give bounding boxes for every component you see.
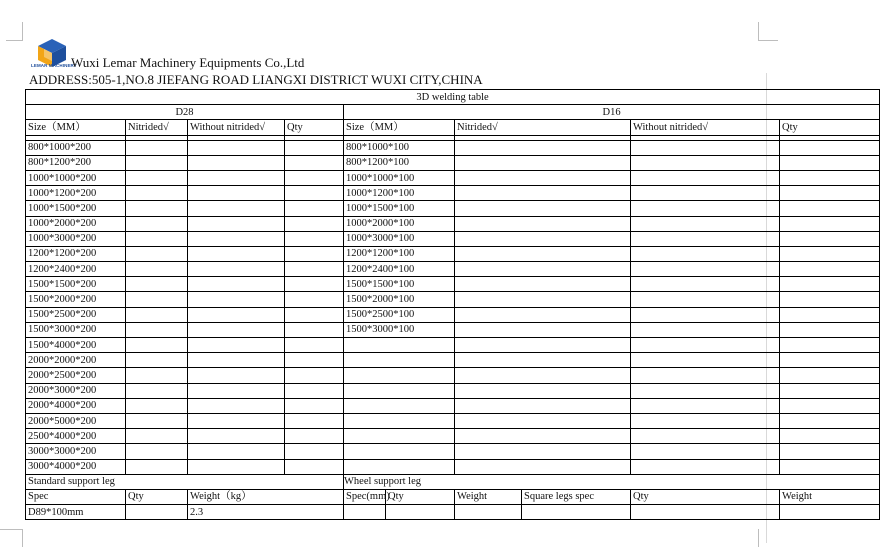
d16-nitrided-cell	[455, 262, 631, 277]
company-name: Wuxi Lemar Machinery Equipments Co.,Ltd	[71, 55, 305, 70]
table-row	[26, 413, 880, 428]
d16-without-nitrided-cell	[631, 216, 780, 231]
d28-nitrided-cell	[126, 413, 188, 428]
d28-nitrided-cell	[126, 216, 188, 231]
d28-qty-cell	[285, 140, 344, 155]
d28-size-cell: 2000*3000*200	[26, 383, 126, 398]
d16-without-nitrided-cell	[631, 398, 780, 413]
d28-nitrided-cell	[126, 368, 188, 383]
d28-qty-cell	[285, 338, 344, 353]
d16-nitrided-cell	[455, 368, 631, 383]
support-col-qty2: Qty	[386, 489, 455, 504]
d16-qty-cell	[780, 292, 880, 307]
d28-nitrided-cell	[126, 231, 188, 246]
d28-without-nitrided-cell	[188, 398, 285, 413]
table-row	[26, 444, 880, 459]
d28-without-nitrided-cell	[188, 216, 285, 231]
d28-nitrided-cell	[126, 429, 188, 444]
logo-text: LEMAR MACHINERY	[31, 63, 77, 68]
d16-qty-cell	[780, 307, 880, 322]
support-row-weight2	[455, 505, 522, 520]
table-row	[26, 155, 880, 170]
d16-qty-cell	[780, 459, 880, 474]
d16-size-cell	[344, 338, 455, 353]
support-col-spec-mm: Spec(mm)	[344, 489, 386, 504]
d28-without-nitrided-cell	[188, 307, 285, 322]
d28-size-cell: 3000*4000*200	[26, 459, 126, 474]
d16-nitrided-cell	[455, 186, 631, 201]
d28-nitrided-cell	[126, 307, 188, 322]
d28-size-cell: 800*1000*200	[26, 140, 126, 155]
d16-qty-cell	[780, 353, 880, 368]
support-row-qty	[126, 505, 188, 520]
d28-without-nitrided-cell	[188, 246, 285, 261]
d28-qty-cell	[285, 429, 344, 444]
d16-size-cell	[344, 413, 455, 428]
d16-nitrided-cell	[455, 140, 631, 155]
d16-without-nitrided-cell	[631, 307, 780, 322]
d28-qty-cell	[285, 216, 344, 231]
d28-size-cell: 2500*4000*200	[26, 429, 126, 444]
support-row-square-spec	[522, 505, 631, 520]
table-row	[26, 170, 880, 185]
d16-col-nitrided: Nitrided√	[455, 120, 631, 135]
d28-size-cell: 1000*3000*200	[26, 231, 126, 246]
d16-qty-cell	[780, 155, 880, 170]
d16-without-nitrided-cell	[631, 186, 780, 201]
d16-size-cell: 1500*1500*100	[344, 277, 455, 292]
support-col-qty: Qty	[126, 489, 188, 504]
d28-nitrided-cell	[126, 338, 188, 353]
d28-qty-cell	[285, 413, 344, 428]
table-row	[26, 338, 880, 353]
d28-without-nitrided-cell	[188, 277, 285, 292]
table-title: 3D welding table	[26, 90, 880, 105]
d16-nitrided-cell	[455, 216, 631, 231]
d28-without-nitrided-cell	[188, 368, 285, 383]
d28-without-nitrided-cell	[188, 322, 285, 337]
d28-qty-cell	[285, 322, 344, 337]
d16-without-nitrided-cell	[631, 170, 780, 185]
d28-qty-cell	[285, 246, 344, 261]
standard-support-leg-label: Standard support leg	[26, 474, 344, 489]
table-row	[26, 383, 880, 398]
d16-without-nitrided-cell	[631, 429, 780, 444]
d16-size-cell: 800*1000*100	[344, 140, 455, 155]
d28-qty-cell	[285, 186, 344, 201]
d28-size-cell: 1500*2000*200	[26, 292, 126, 307]
d16-without-nitrided-cell	[631, 413, 780, 428]
table-row	[26, 353, 880, 368]
d28-nitrided-cell	[126, 246, 188, 261]
d16-size-cell	[344, 353, 455, 368]
d28-col-without-nitrided: Without nitrided√	[188, 120, 285, 135]
d16-without-nitrided-cell	[631, 338, 780, 353]
support-row-qty2	[386, 505, 455, 520]
d16-size-cell	[344, 398, 455, 413]
d28-qty-cell	[285, 383, 344, 398]
d16-size-cell: 1500*2500*100	[344, 307, 455, 322]
d28-nitrided-cell	[126, 353, 188, 368]
wheel-support-leg-label: Wheel support leg	[344, 474, 880, 489]
d28-qty-cell	[285, 170, 344, 185]
d28-qty-cell	[285, 398, 344, 413]
d28-without-nitrided-cell	[188, 170, 285, 185]
d28-qty-cell	[285, 292, 344, 307]
crop-mark	[758, 529, 759, 547]
d28-nitrided-cell	[126, 186, 188, 201]
d16-size-cell: 1200*2400*100	[344, 262, 455, 277]
d16-size-cell	[344, 368, 455, 383]
table-row	[26, 201, 880, 216]
table-row	[26, 140, 880, 155]
d16-section-label: D16	[344, 105, 880, 120]
d28-without-nitrided-cell	[188, 338, 285, 353]
support-col-qty3: Qty	[631, 489, 780, 504]
d16-size-cell: 1500*3000*100	[344, 322, 455, 337]
d16-nitrided-cell	[455, 155, 631, 170]
d28-size-cell: 1500*4000*200	[26, 338, 126, 353]
d16-qty-cell	[780, 368, 880, 383]
d28-without-nitrided-cell	[188, 429, 285, 444]
d28-without-nitrided-cell	[188, 186, 285, 201]
d28-size-cell: 3000*3000*200	[26, 444, 126, 459]
d28-size-cell: 1000*1500*200	[26, 201, 126, 216]
d16-nitrided-cell	[455, 201, 631, 216]
d16-qty-cell	[780, 231, 880, 246]
crop-mark	[22, 529, 23, 547]
d28-nitrided-cell	[126, 398, 188, 413]
d28-qty-cell	[285, 277, 344, 292]
d16-size-cell: 1000*3000*100	[344, 231, 455, 246]
table-row	[26, 307, 880, 322]
table-row	[26, 459, 880, 474]
d16-without-nitrided-cell	[631, 140, 780, 155]
d28-size-cell: 1000*1000*200	[26, 170, 126, 185]
d16-nitrided-cell	[455, 170, 631, 185]
d16-nitrided-cell	[455, 444, 631, 459]
d16-without-nitrided-cell	[631, 246, 780, 261]
crop-mark	[22, 22, 23, 40]
d16-qty-cell	[780, 216, 880, 231]
d16-nitrided-cell	[455, 307, 631, 322]
d16-without-nitrided-cell	[631, 353, 780, 368]
d28-qty-cell	[285, 231, 344, 246]
d28-nitrided-cell	[126, 262, 188, 277]
d16-qty-cell	[780, 383, 880, 398]
welding-table	[25, 89, 880, 520]
d28-qty-cell	[285, 353, 344, 368]
d16-size-cell: 1200*1200*100	[344, 246, 455, 261]
d16-nitrided-cell	[455, 231, 631, 246]
d16-size-cell: 1000*1200*100	[344, 186, 455, 201]
d28-size-cell: 1500*3000*200	[26, 322, 126, 337]
d16-size-cell: 1000*1500*100	[344, 201, 455, 216]
d28-size-cell: 2000*5000*200	[26, 413, 126, 428]
d28-size-cell: 2000*4000*200	[26, 398, 126, 413]
d16-size-cell: 1500*2000*100	[344, 292, 455, 307]
d16-without-nitrided-cell	[631, 201, 780, 216]
crop-mark	[6, 40, 23, 41]
d28-size-cell: 1200*1200*200	[26, 246, 126, 261]
d28-nitrided-cell	[126, 155, 188, 170]
d16-qty-cell	[780, 398, 880, 413]
d16-without-nitrided-cell	[631, 277, 780, 292]
d28-nitrided-cell	[126, 459, 188, 474]
d28-col-size: Size（MM）	[26, 120, 126, 135]
d28-without-nitrided-cell	[188, 262, 285, 277]
support-row-spec: D89*100mm	[26, 505, 126, 520]
d28-without-nitrided-cell	[188, 140, 285, 155]
d16-without-nitrided-cell	[631, 292, 780, 307]
d28-without-nitrided-cell	[188, 201, 285, 216]
d16-nitrided-cell	[455, 277, 631, 292]
d28-col-nitrided: Nitrided√	[126, 120, 188, 135]
d28-nitrided-cell	[126, 292, 188, 307]
table-row	[26, 277, 880, 292]
d16-without-nitrided-cell	[631, 459, 780, 474]
d16-col-without-nitrided: Without nitrided√	[631, 120, 780, 135]
d28-qty-cell	[285, 201, 344, 216]
d28-size-cell: 1500*1500*200	[26, 277, 126, 292]
d28-size-cell: 2000*2500*200	[26, 368, 126, 383]
d16-size-cell	[344, 383, 455, 398]
d16-qty-cell	[780, 444, 880, 459]
d16-without-nitrided-cell	[631, 262, 780, 277]
table-row	[26, 398, 880, 413]
d28-qty-cell	[285, 307, 344, 322]
d28-without-nitrided-cell	[188, 413, 285, 428]
d16-without-nitrided-cell	[631, 155, 780, 170]
d16-qty-cell	[780, 246, 880, 261]
d28-nitrided-cell	[126, 322, 188, 337]
d28-qty-cell	[285, 155, 344, 170]
table-row	[26, 368, 880, 383]
support-col-weight: Weight	[455, 489, 522, 504]
d16-nitrided-cell	[455, 383, 631, 398]
d16-size-cell	[344, 459, 455, 474]
support-col-weight-kg: Weight（kg）	[188, 489, 344, 504]
d16-qty-cell	[780, 338, 880, 353]
d28-qty-cell	[285, 368, 344, 383]
d28-size-cell: 2000*2000*200	[26, 353, 126, 368]
d28-nitrided-cell	[126, 277, 188, 292]
d16-nitrided-cell	[455, 246, 631, 261]
d28-nitrided-cell	[126, 170, 188, 185]
table-row	[26, 246, 880, 261]
crop-mark	[0, 529, 23, 530]
d28-without-nitrided-cell	[188, 231, 285, 246]
d16-nitrided-cell	[455, 429, 631, 444]
table-row	[26, 186, 880, 201]
d28-qty-cell	[285, 262, 344, 277]
d16-without-nitrided-cell	[631, 322, 780, 337]
d28-col-qty: Qty	[285, 120, 344, 135]
company-address: ADDRESS:505-1,NO.8 JIEFANG ROAD LIANGXI DISTRICT WUXI CITY,CHINA	[29, 72, 483, 87]
support-col-spec: Spec	[26, 489, 126, 504]
d16-without-nitrided-cell	[631, 444, 780, 459]
support-row-qty3	[631, 505, 780, 520]
d28-qty-cell	[285, 444, 344, 459]
d16-nitrided-cell	[455, 413, 631, 428]
d16-qty-cell	[780, 413, 880, 428]
d28-nitrided-cell	[126, 201, 188, 216]
d16-qty-cell	[780, 186, 880, 201]
d16-qty-cell	[780, 322, 880, 337]
d16-qty-cell	[780, 140, 880, 155]
d28-without-nitrided-cell	[188, 383, 285, 398]
d28-size-cell: 1000*2000*200	[26, 216, 126, 231]
d16-size-cell	[344, 429, 455, 444]
d28-without-nitrided-cell	[188, 353, 285, 368]
d16-qty-cell	[780, 170, 880, 185]
support-row-spec-mm	[344, 505, 386, 520]
d28-size-cell: 800*1200*200	[26, 155, 126, 170]
d16-col-qty: Qty	[780, 120, 880, 135]
d28-without-nitrided-cell	[188, 459, 285, 474]
d16-nitrided-cell	[455, 292, 631, 307]
table-row	[26, 216, 880, 231]
d16-nitrided-cell	[455, 398, 631, 413]
d16-nitrided-cell	[455, 459, 631, 474]
d16-size-cell: 800*1200*100	[344, 155, 455, 170]
table-row	[26, 231, 880, 246]
d28-nitrided-cell	[126, 383, 188, 398]
d16-nitrided-cell	[455, 353, 631, 368]
d28-without-nitrided-cell	[188, 292, 285, 307]
d16-qty-cell	[780, 201, 880, 216]
support-row-weight: 2.3	[188, 505, 344, 520]
d16-qty-cell	[780, 429, 880, 444]
table-row	[26, 429, 880, 444]
d28-nitrided-cell	[126, 444, 188, 459]
d16-size-cell	[344, 444, 455, 459]
support-col-square-spec: Square legs spec	[522, 489, 631, 504]
crop-mark	[758, 40, 778, 41]
crop-mark	[758, 22, 759, 40]
support-col-weight3: Weight	[780, 489, 880, 504]
d28-size-cell: 1000*1200*200	[26, 186, 126, 201]
support-row-weight3	[780, 505, 880, 520]
table-row	[26, 292, 880, 307]
d16-without-nitrided-cell	[631, 368, 780, 383]
d16-nitrided-cell	[455, 322, 631, 337]
d16-without-nitrided-cell	[631, 383, 780, 398]
table-row	[26, 322, 880, 337]
d28-size-cell: 1200*2400*200	[26, 262, 126, 277]
d28-size-cell: 1500*2500*200	[26, 307, 126, 322]
d16-qty-cell	[780, 262, 880, 277]
d28-qty-cell	[285, 459, 344, 474]
d16-col-size: Size（MM）	[344, 120, 455, 135]
d16-qty-cell	[780, 277, 880, 292]
table-row	[26, 262, 880, 277]
d16-without-nitrided-cell	[631, 231, 780, 246]
d28-nitrided-cell	[126, 140, 188, 155]
d28-without-nitrided-cell	[188, 444, 285, 459]
d28-without-nitrided-cell	[188, 155, 285, 170]
d16-size-cell: 1000*1000*100	[344, 170, 455, 185]
d28-section-label: D28	[26, 105, 344, 120]
d16-size-cell: 1000*2000*100	[344, 216, 455, 231]
d16-nitrided-cell	[455, 338, 631, 353]
